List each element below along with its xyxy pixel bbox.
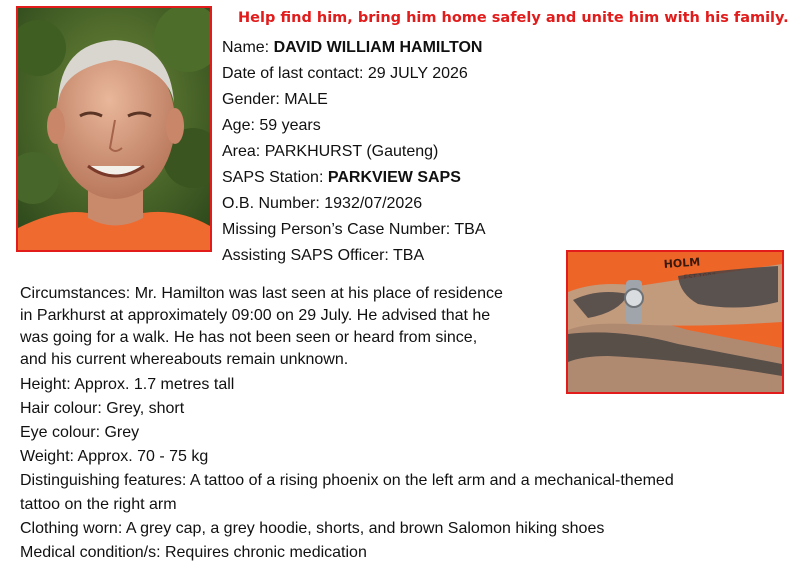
circumstances-line-4: and his current whereabouts remain unknown. [20, 351, 349, 368]
ob-number-value: 1932/07/2026 [324, 195, 423, 212]
medical-line: Medical condition/s: Requires chronic medication [20, 544, 367, 561]
last-contact-row [222, 64, 468, 84]
name-label: Name: [222, 39, 274, 56]
age-value: 59 years [259, 117, 321, 134]
case-number-row [222, 220, 486, 240]
hair-line: Hair colour: Grey, short [20, 400, 185, 417]
gender-label: Gender: [222, 91, 285, 108]
tattoo-photo [566, 250, 784, 394]
height-line: Height: Approx. 1.7 metres tall [20, 376, 235, 393]
features-line-2: tattoo on the right arm [20, 496, 177, 513]
weight-line: Weight: Approx. 70 - 75 kg [20, 448, 209, 465]
area-value: PARKHURST (Gauteng) [264, 143, 439, 160]
area-row [222, 142, 438, 162]
gender-value: MALE [284, 91, 328, 108]
gender-row [222, 90, 328, 110]
clothing-line: Clothing worn: A grey cap, a grey hoodie, shorts, and brown Salomon hiking shoes [20, 520, 605, 537]
features-line-1: Distinguishing features: A tattoo of a rising phoenix on the left arm and a mechanical-themed [20, 472, 674, 489]
station-label: SAPS Station: [222, 169, 328, 186]
case-number-value: TBA [454, 221, 486, 238]
ob-number-row [222, 194, 422, 214]
circumstances-line-1: Circumstances: Mr. Hamilton was last seen at his place of residence [20, 285, 503, 302]
portrait-photo [16, 6, 212, 252]
ob-number-label: O.B. Number: [222, 195, 325, 212]
last-contact-value: 29 JULY 2026 [367, 65, 468, 82]
appeal-headline: Help find him, bring him home safely and unite him with his family. [238, 10, 789, 26]
name-value: DAVID WILLIAM HAMILTON [273, 39, 483, 56]
station-row [222, 168, 461, 188]
officer-row [222, 246, 424, 266]
station-value: PARKVIEW SAPS [327, 169, 461, 186]
last-contact-label: Date of last contact: [222, 65, 368, 82]
case-number-label: Missing Person’s Case Number: [222, 221, 455, 238]
eye-line: Eye colour: Grey [20, 424, 140, 441]
officer-label: Assisting SAPS Officer: [222, 247, 394, 264]
name-row [222, 38, 482, 58]
shirt-print-text: HOLM [663, 255, 701, 271]
officer-value: TBA [393, 247, 425, 264]
age-row [222, 116, 321, 136]
age-label: Age: [222, 117, 260, 134]
circumstances-line-3: was going for a walk. He has not been seen or heard from since, [20, 329, 478, 346]
circumstances-line-2: in Parkhurst at approximately 09:00 on 29 July. He advised that he [20, 307, 491, 324]
area-label: Area: [222, 143, 265, 160]
